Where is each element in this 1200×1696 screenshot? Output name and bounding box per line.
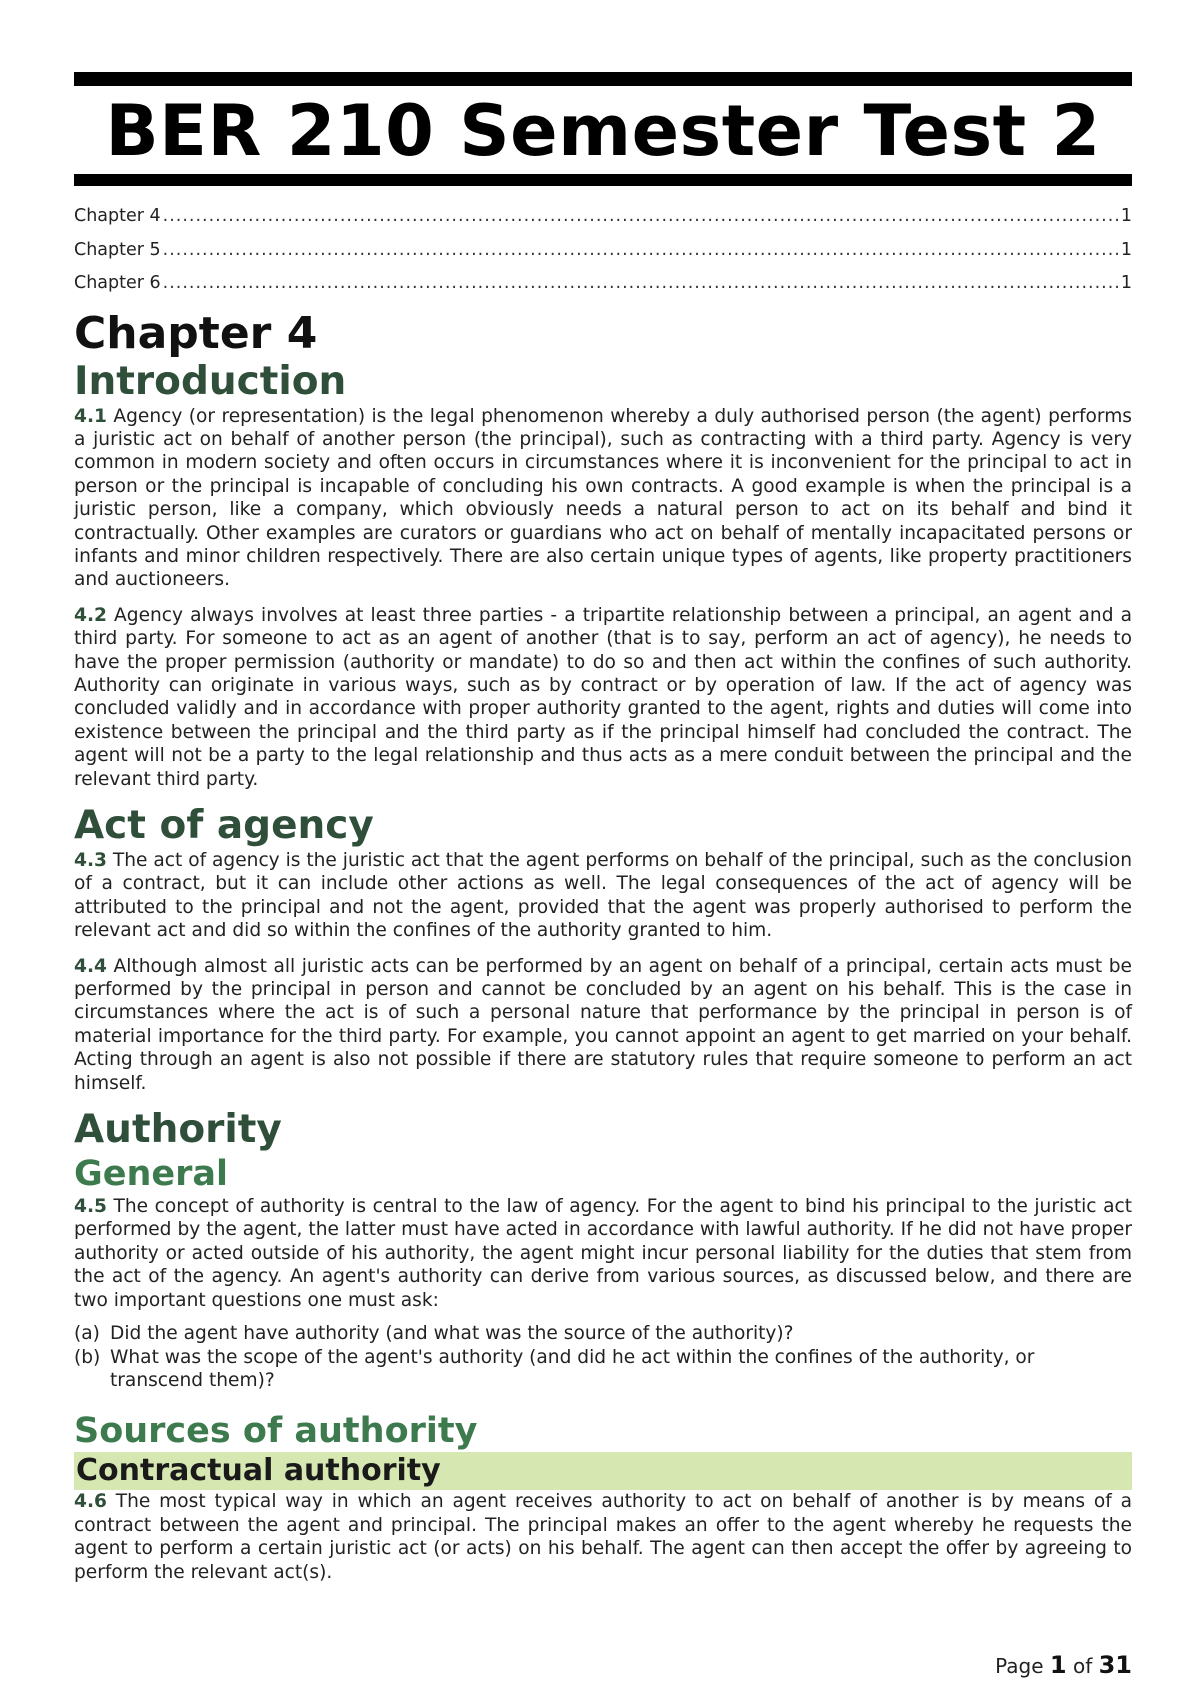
total-pages-number: 31	[1098, 1651, 1132, 1679]
list-item	[74, 1322, 1132, 1345]
of-label: of	[1066, 1654, 1099, 1678]
paragraph-number: 4.5	[74, 1196, 107, 1218]
current-page-number: 1	[1049, 1651, 1067, 1679]
toc-entry[interactable]	[74, 234, 1132, 268]
document-title: BER 210 Semester Test 2	[105, 90, 1101, 172]
paragraph-text: Although almost all juristic acts can be performed by an agent on behalf of a principal, certain acts must be performed by the principal in person and cannot be concluded by an agent on his behalf. This is the case in circumstances where the act is of such a personal nature that performance by the principal in person is of material importance for the third party. For example, you cannot appoint an agent to get married on your behalf. Acting through an agent is also not possible if there are statutory rules that require someone to perform an act himself.	[74, 955, 1132, 1094]
toc-entry-page[interactable]: 1	[1120, 273, 1132, 293]
paragraph-number: 4.1	[74, 405, 107, 427]
page-footer	[995, 1651, 1132, 1679]
toc-entry-label[interactable]: Chapter 5	[74, 239, 161, 260]
toc-entry[interactable]	[74, 267, 1132, 301]
paragraph-4-2	[74, 604, 1132, 791]
page-label: Page	[995, 1654, 1050, 1678]
paragraph-text: Agency (or representation) is the legal phenomenon whereby a duly authorised person (the agent) performs a juristic act on behalf of another person (the principal), such as contracting with a third party. Agency is very common in modern society and often occurs in circumstances where it is inconvenient for the principal to act in person or the principal is incapable of concluding his own contracts. A good example is when the principal is a juristic person, like a company, which obviously needs a natural person to act on its behalf and bind it contractually. Other examples are curators or guardians who act on behalf of mentally incapacitated persons or infants and minor children respectively. There are also certain unique types of agents, like property practitioners and auctioneers.	[74, 405, 1132, 591]
paragraph-text: The most typical way in which an agent receives authority to act on behalf of another is by means of a contract between the agent and principal. The principal makes an offer to the agent whereby he requests the agent to perform a certain juristic act (or acts) on his behalf. The agent can then accept the offer by agreeing to perform the relevant act(s).	[74, 1491, 1132, 1583]
general-heading: General	[74, 1154, 228, 1195]
toc-entry-page[interactable]: 1	[1120, 206, 1132, 226]
document-page	[74, 72, 1132, 1584]
contractual-authority-heading: Contractual authority	[74, 1452, 1132, 1490]
toc-entry-label[interactable]: Chapter 4	[74, 206, 161, 226]
paragraph-4-4	[74, 955, 1132, 1095]
list-item-text: What was the scope of the agent's authority (and did he act within the confines of the authority, or transcend them)?	[110, 1346, 1035, 1391]
sources-of-authority-heading: Sources of authority	[74, 1411, 478, 1452]
toc-leader-dots	[163, 267, 1119, 301]
list-item	[74, 1346, 1132, 1393]
paragraph-number: 4.2	[74, 604, 107, 626]
chapter-heading: Chapter 4	[74, 307, 318, 359]
table-of-contents	[74, 200, 1132, 301]
questions-list	[74, 1322, 1132, 1392]
paragraph-4-3	[74, 849, 1132, 943]
paragraph-4-1	[74, 405, 1132, 592]
act-of-agency-heading: Act of agency	[74, 803, 374, 848]
paragraph-4-6	[74, 1490, 1132, 1584]
introduction-heading: Introduction	[74, 358, 347, 404]
paragraph-number: 4.3	[74, 850, 107, 871]
list-item-label: (a)	[74, 1323, 100, 1345]
title-banner	[74, 72, 1132, 186]
paragraph-4-5	[74, 1195, 1132, 1312]
list-item-label: (b)	[74, 1346, 101, 1368]
toc-entry[interactable]	[74, 200, 1132, 234]
toc-entry-label[interactable]: Chapter 6	[74, 273, 161, 293]
toc-leader-dots	[163, 200, 1119, 234]
toc-entry-page[interactable]: 1	[1120, 239, 1132, 260]
paragraph-number: 4.6	[74, 1491, 107, 1513]
paragraph-text: Agency always involves at least three parties - a tripartite relationship between a principal, an agent and a third party. For someone to act as an agent of another (that is to say, perform an act of agency), he needs to have the proper permission (authority or mandate) to do so and then act within the confines of such authority. Authority can originate in various ways, such as by contract or by operation of law. If the act of agency was concluded validly and in accordance with proper authority granted to the agent, rights and duties will come into existence between the principal and the third party as if the principal himself had concluded the contract. The agent will not be a party to the legal relationship and thus acts as a mere conduit between the principal and the relevant third party.	[74, 604, 1132, 790]
paragraph-number: 4.4	[74, 955, 107, 977]
paragraph-text: The concept of authority is central to the law of agency. For the agent to bind his principal to the juristic act performed by the agent, the latter must have acted in accordance with lawful authority. If he did not have proper authority or acted outside of his authority, the agent might incur personal liability for the duties that stem from the act of the agency. An agent's authority can derive from various sources, as discussed below, and there are two important questions one must ask:	[74, 1196, 1132, 1311]
authority-heading: Authority	[74, 1107, 282, 1153]
toc-leader-dots	[163, 234, 1119, 268]
paragraph-text: The act of agency is the juristic act that the agent performs on behalf of the principal, such as the conclusion of a contract, but it can include other actions as well. The legal consequences of the act of agency will be attributed to the principal and not the agent, provided that the agent was properly authorised to perform the relevant act and did so within the confines of the authority granted to him.	[74, 850, 1132, 942]
list-item-text: Did the agent have authority (and what was the source of the authority)?	[110, 1323, 794, 1345]
